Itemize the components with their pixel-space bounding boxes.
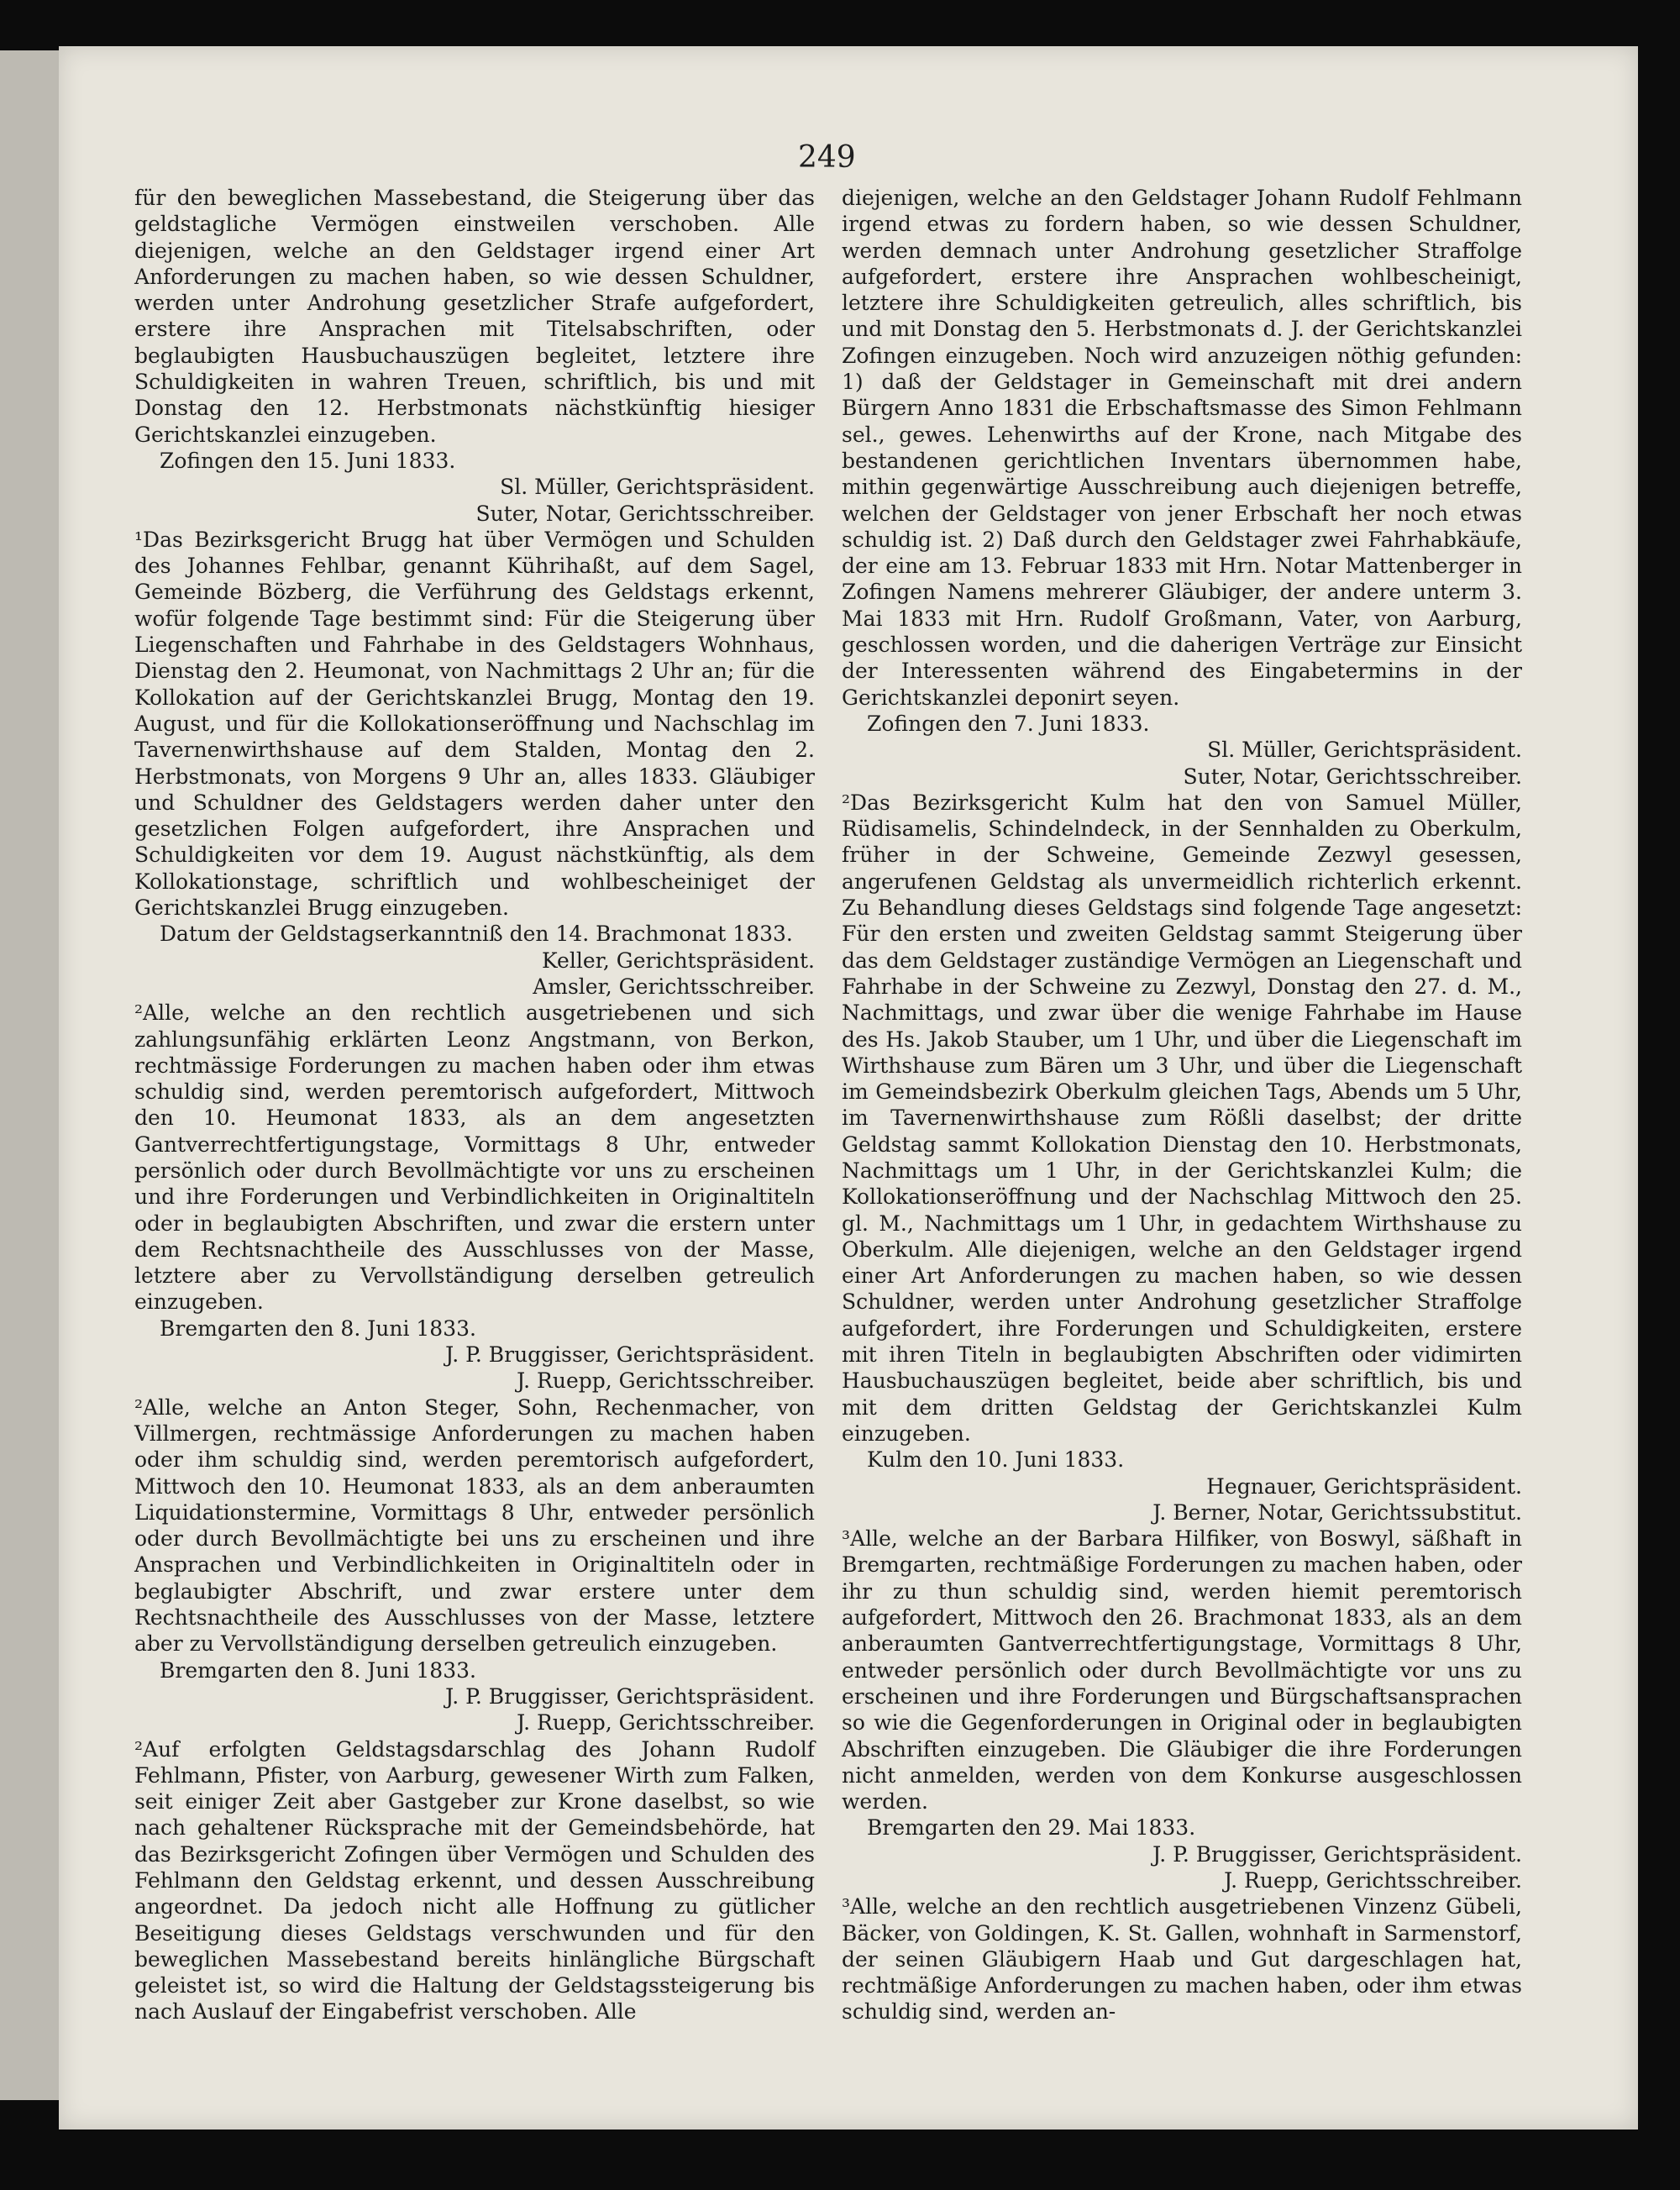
dateline: Bremgarten den 29. Mai 1833. — [867, 1815, 1196, 1841]
dateline: Datum der Geldstagserkanntniß den 14. Brachmonat 1833. — [160, 922, 793, 947]
notice-paragraph: ²Auf erfolgten Geldstagsdarschlag des Johann Rudolf Fehlmann, Pfister, von Aarburg, gewesener Wirth zum Falken, seit einiger Zeit aber Gastgeber zur Krone daselbst, so wie nach gehaltener Rücksprache mit der Gemeindsbehörde, hat das Bezirksgericht Zofingen über Vermögen und Schulden des Fehlmann den Geldstag erkennt, und dessen Ausschreibung angeordnet. Da jedoch nicht alle Hoffnung zu gütlicher Beseitigung dieses Geldstags verschwunden und für den beweglichen Massebestand bereits hinlängliche Bürgschaft geleistet ist, so wird die Haltung der Geldstagssteigerung bis nach Auslauf der Eingabefrist verschoben. Alle — [134, 1736, 815, 2025]
dateline: Zofingen den 7. Juni 1833. — [867, 711, 1150, 736]
dateline: Zofingen den 15. Juni 1833. — [160, 448, 456, 473]
signature-line: J. P. Bruggisser, Gerichtspräsident. — [445, 1342, 815, 1368]
dateline: Bremgarten den 8. Juni 1833. — [160, 1316, 476, 1341]
signature-line: Amsler, Gerichtsschreiber. — [533, 974, 815, 999]
notice-paragraph: ²Alle, welche an den rechtlich ausgetriebenen und sich zahlungsunfähig erklärten Leonz Angstmann, von Berkon, rechtmässige Forderungen zu machen haben oder ihm etwas schuldig sind, werden peremtorisch aufgefordert, Mittwoch den 10. Heumonat 1833, als an dem angesetzten Gantverrechtfertigungstage, Vormittags 8 Uhr, entweder persönlich oder durch Bevollmächtigte vor uns zu erscheinen und ihre Forderungen und Verbindlichkeiten in Originaltiteln oder in beglaubigten Abschriften, und zwar die erstern unter dem Rechtsnachtheile des Ausschlusses von der Masse, letztere aber zu Vervollständigung derselben getreulich einzugeben. — [134, 1000, 815, 1315]
signature-line: J. Ruepp, Gerichtsschreiber. — [1224, 1868, 1522, 1893]
notice-paragraph: diejenigen, welche an den Geldstager Johann Rudolf Fehlmann irgend etwas zu fordern haben, so wie dessen Schuldner, werden demnach unter Androhung gesetzlicher Straffolge aufgefordert, erstere ihre Ansprachen wohlbescheinigt, letztere ihre Schuldigkeiten getreulich, alles schriftlich, bis und mit Donstag den 5. Herbstmonats d. J. der Gerichtskanzlei Zofingen einzugeben. Noch wird anzuzeigen nöthig gefunden: 1) daß der Geldstager in Gemeinschaft mit drei andern Bürgern Anno 1831 die Erbschaftsmasse des Simon Fehlmann sel., gewes. Lehenwirths auf der Krone, nach Mitgabe des bestandenen gerichtlichen Inventars übernommen habe, mithin gegenwärtige Ausschreibung auch diejenigen betreffe, welchen der Geldstager von jener Erbschaft her noch etwas schuldig ist. 2) Daß durch den Geldstager zwei Fahrhabkäufe, der eine am 13. Februar 1833 mit Hrn. Notar Mattenberger in Zofingen Namens mehrerer Gläubiger, der andere unterm 3. Mai 1833 mit Hrn. Rudolf Großmann, Vater, von Aarburg, geschlossen worden, und die daherigen Verträge zur Einsicht der Interessenten während des Eingabetermins in der Gerichtskanzlei deponirt seyen. — [842, 186, 1522, 710]
signature-line: Sl. Müller, Gerichtspräsident. — [1207, 738, 1522, 763]
signature-line: J. Berner, Notar, Gerichtssubstitut. — [1152, 1499, 1522, 1525]
signature-line: J. P. Bruggisser, Gerichtspräsident. — [445, 1683, 815, 1709]
signature-line: J. P. Bruggisser, Gerichtspräsident. — [1152, 1841, 1522, 1867]
signature-line: Suter, Notar, Gerichtsschreiber. — [1183, 764, 1522, 789]
signature-line: Suter, Notar, Gerichtsschreiber. — [475, 501, 815, 526]
notice-paragraph: ¹Das Bezirksgericht Brugg hat über Vermögen und Schulden des Johannes Fehlbar, genannt Kührihaßt, auf dem Sagel, Gemeinde Bözberg, die Verführung des Geldstags erkennt, wofür folgende Tage bestimmt sind: Für die Steigerung über Liegenschaften und Fahrhabe in des Geldstagers Wohnhaus, Dienstag den 2. Heumonat, von Nachmittags 2 Uhr an; für die Kollokation auf der Gerichtskanzlei Brugg, Montag den 19. August, und für die Kollokationseröffnung und Nachschlag im Tavernenwirthshause auf dem Stalden, Montag den 2. Herbstmonats, von Morgens 9 Uhr an, alles 1833. Gläubiger und Schuldner des Geldstagers werden daher unter den gesetzlichen Folgen aufgefordert, ihre Ansprachen und Schuldigkeiten vor dem 19. August nächstkünftig, als dem Kollokationstage, schriftlich und wohlbescheiniget der Gerichtskanzlei Brugg einzugeben. — [134, 527, 815, 921]
notice-paragraph: für den beweglichen Massebestand, die Steigerung über das geldstagliche Vermögen einstweilen verschoben. Alle diejenigen, welche an den Geldstager irgend einer Art Anforderungen zu machen haben, so wie dessen Schuldner, werden unter Androhung gesetzlicher Strafe aufgefordert, erstere ihre Ansprachen mit Titelsabschriften, oder beglaubigten Hausbuchauszügen begleitet, letztere ihre Schuldigkeiten in wahren Treuen, schriftlich, bis und mit Donstag den 12. Herbstmonats nächstkünftig hiesiger Gerichtskanzlei einzugeben. — [134, 186, 815, 447]
page-number: 249 — [798, 140, 856, 175]
notice-paragraph: ³Alle, welche an den rechtlich ausgetriebenen Vinzenz Gübeli, Bäcker, von Goldingen, K. St. Gallen, wohnhaft in Sarmenstorf, der seinen Gläubigern Haab und Gut dargeschlagen hat, rechtmäßige Anforderungen zu machen haben, oder ihm etwas schuldig sind, werden an- — [842, 1894, 1522, 2025]
document-page — [59, 46, 1638, 2130]
dateline: Bremgarten den 8. Juni 1833. — [160, 1657, 476, 1683]
notice-paragraph: ²Das Bezirksgericht Kulm hat den von Samuel Müller, Rüdisamelis, Schindelndeck, in der Sennhalden zu Oberkulm, früher in der Schweine, Gemeinde Zezwyl gesessen, angerufenen Geldstag als unvermeidlich richterlich erkennt. Zu Behandlung dieses Geldstags sind folgende Tage angesetzt: Für den ersten und zweiten Geldstag sammt Steigerung über das dem Geldstager zuständige Vermögen an Liegenschaft und Fahrhabe in der Schweine zu Zezwyl, Donstag den 27. d. M., Nachmittags, und zwar über die wenige Fahrhabe im Hause des Hs. Jakob Stauber, um 1 Uhr, und über die Liegenschaft im Wirthshause zum Bären um 3 Uhr, und über die Liegenschaft im Gemeindsbezirk Oberkulm gleichen Tags, Abends um 5 Uhr, im Tavernenwirthshause zum Rößli daselbst; der dritte Geldstag sammt Kollokation Dienstag den 10. Herbstmonats, Nachmittags um 1 Uhr, in der Gerichtskanzlei Kulm; die Kollokationseröffnung und der Nachschlag Mittwoch den 25. gl. M., Nachmittags um 1 Uhr, in gedachtem Wirthshause zu Oberkulm. Alle diejenigen, welche an den Geldstager irgend einer Art Anforderungen zu machen haben, so wie dessen Schuldner, werden unter Androhung gesetzlicher Straffolge aufgefordert, ihre Forderungen und Schuldigkeiten, erstere mit ihren Titeln in beglaubigten Abschriften oder vidimirten Hausbuchauszügen begleitet, beide aber schriftlich, bis und mit dem dritten Geldstag der Gerichtskanzlei Kulm einzugeben. — [842, 790, 1522, 1446]
left-column — [134, 185, 815, 2025]
right-column — [842, 185, 1522, 2025]
signature-line: J. Ruepp, Gerichtsschreiber. — [517, 1368, 815, 1394]
signature-line: Hegnauer, Gerichtspräsident. — [1206, 1473, 1522, 1499]
signature-line: J. Ruepp, Gerichtsschreiber. — [517, 1710, 815, 1736]
signature-line: Keller, Gerichtspräsident. — [542, 948, 815, 973]
notice-paragraph: ³Alle, welche an der Barbara Hilfiker, von Boswyl, säßhaft in Bremgarten, rechtmäßige Forderungen zu machen haben, oder ihr zu thun schuldig sind, werden hiemit peremtorisch aufgefordert, Mittwoch den 26. Brachmonat 1833, als an dem anberaumten Gantverrechtfertigungstage, Vormittags 8 Uhr, entweder persönlich oder durch Bevollmächtigte vor uns zu erscheinen und ihre Forderungen und Bürgschaftsansprachen so wie die Gegenforderungen in Original oder in beglaubigten Abschriften einzugeben. Die Gläubiger die ihre Forderungen nicht anmelden, werden von dem Konkurse ausgeschlossen werden. — [842, 1526, 1522, 1814]
notice-paragraph: ²Alle, welche an Anton Steger, Sohn, Rechenmacher, von Villmergen, rechtmässige Anforderungen zu machen haben oder ihm schuldig sind, werden peremtorisch aufgefordert, Mittwoch den 10. Heumonat 1833, als an dem anberaumten Liquidationstermine, Vormittags 8 Uhr, entweder persönlich oder durch Bevollmächtigte bei uns zu erscheinen und ihre Ansprachen und Verbindlichkeiten in Originaltiteln oder in beglaubigter Abschrift, und zwar erstere unter dem Rechtsnachtheile des Ausschlusses von der Masse, letztere aber zu Vervollständigung derselben getreulich einzugeben. — [134, 1394, 815, 1657]
dateline: Kulm den 10. Juni 1833. — [867, 1447, 1125, 1473]
signature-line: Sl. Müller, Gerichtspräsident. — [500, 475, 815, 500]
